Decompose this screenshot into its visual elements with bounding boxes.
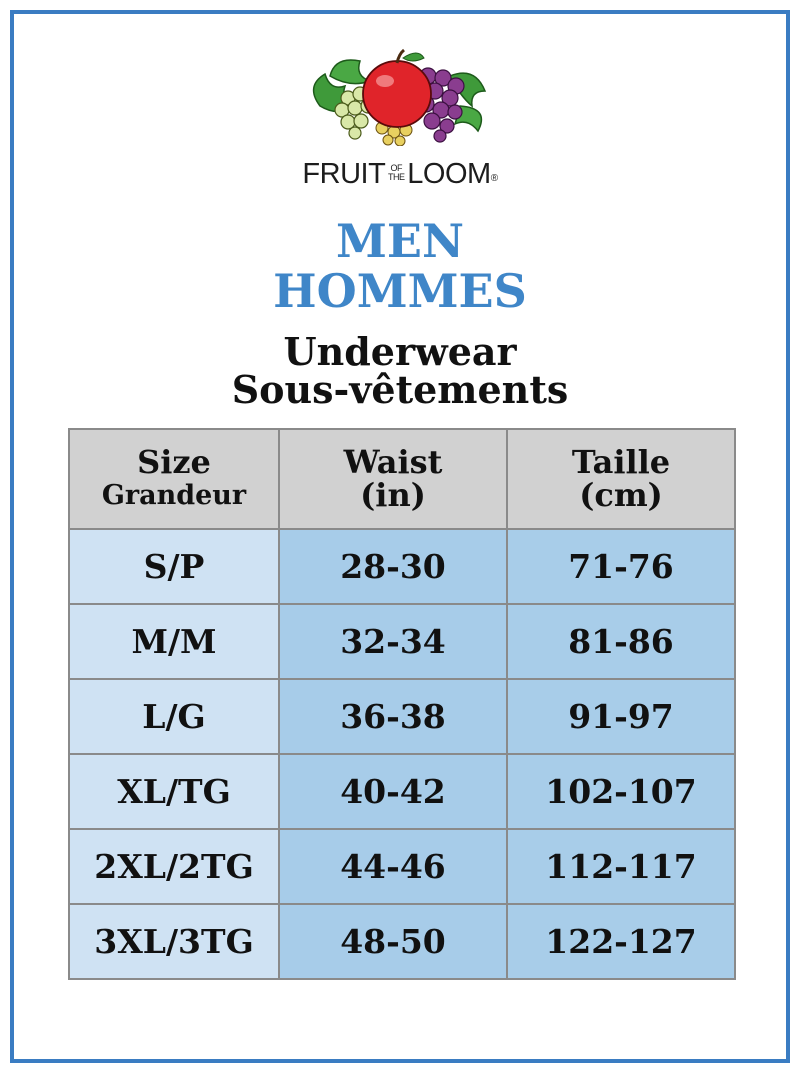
cell-size: S/P [69, 529, 279, 604]
header-waist [279, 429, 507, 529]
brand-name-part2: LOOM [407, 158, 491, 190]
cell-taille: 71-76 [507, 529, 735, 604]
cell-waist: 36-38 [279, 679, 507, 754]
header-taille-unit: (cm) [579, 476, 663, 514]
header-waist-unit: (in) [360, 476, 426, 514]
brand-wordmark [0, 158, 800, 191]
cell-taille: 102-107 [507, 754, 735, 829]
header-waist-label: Waist [343, 443, 443, 481]
table-row [69, 679, 735, 754]
heading-line2: HOMMES [273, 264, 527, 318]
table-row [69, 529, 735, 604]
subheading-line2: Sous-vêtements [231, 367, 569, 412]
cell-waist: 28-30 [279, 529, 507, 604]
cell-size: M/M [69, 604, 279, 679]
table-row [69, 754, 735, 829]
cell-waist: 48-50 [279, 904, 507, 979]
cell-size: 2XL/2TG [69, 829, 279, 904]
cell-taille: 112-117 [507, 829, 735, 904]
brand-name-small-top: OF [390, 163, 403, 173]
cell-waist: 40-42 [279, 754, 507, 829]
cell-taille: 91-97 [507, 679, 735, 754]
table-row [69, 829, 735, 904]
brand-name-small [385, 164, 407, 182]
cell-size: 3XL/3TG [69, 904, 279, 979]
subheading-line1: Underwear [283, 329, 517, 374]
table-row [69, 604, 735, 679]
cell-size: XL/TG [69, 754, 279, 829]
table-row [69, 904, 735, 979]
fruit-cluster-icon [300, 46, 500, 146]
cell-waist: 44-46 [279, 829, 507, 904]
cell-taille: 81-86 [507, 604, 735, 679]
size-chart-table [68, 428, 736, 980]
brand-name-small-bottom: THE [388, 172, 405, 182]
header-size [69, 429, 279, 529]
cell-taille: 122-127 [507, 904, 735, 979]
header-taille [507, 429, 735, 529]
table-header-row [69, 429, 735, 529]
brand-name-part1: FRUIT [302, 158, 386, 190]
registered-mark: ® [490, 173, 498, 184]
cell-size: L/G [69, 679, 279, 754]
header-size-sublabel: Grandeur [101, 480, 247, 511]
header-taille-label: Taille [571, 443, 671, 481]
fruit-of-the-loom-logo [0, 46, 800, 146]
cell-waist: 32-34 [279, 604, 507, 679]
header-size-label: Size [137, 443, 211, 481]
heading-line1: MEN [335, 214, 465, 268]
